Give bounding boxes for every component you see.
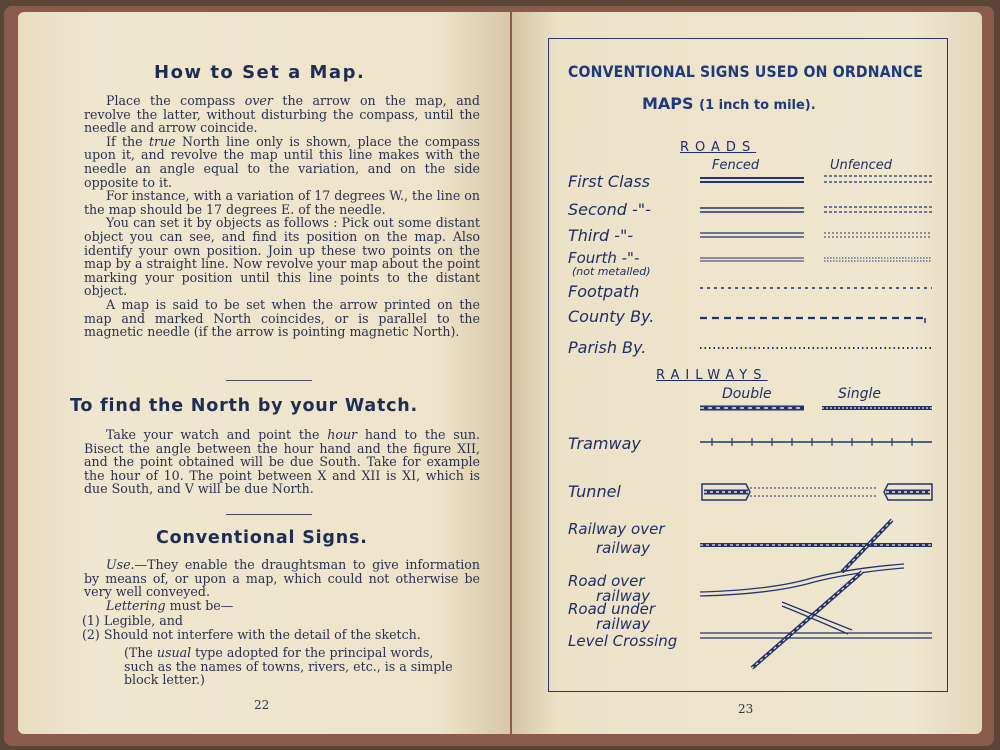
railways-header: RAILWAYS xyxy=(656,368,768,383)
signs-title-line2: MAPS (1 inch to mile). xyxy=(642,94,816,113)
paragraph: Take your watch and point the hour hand to the sun. Bisect the angle between the hour hand and the figure XII, and the point obtained will be due South. Take for example the hour of 10. The point between X and XII is XI, which is due South, and V will be due North. xyxy=(84,427,480,497)
rail-over-rail-label-1: Railway over xyxy=(568,520,665,538)
tunnel-label: Tunnel xyxy=(568,482,621,501)
divider xyxy=(226,514,312,515)
road-fourth-note: (not metalled) xyxy=(572,265,651,278)
page-number-right: 23 xyxy=(738,702,754,716)
road-third: Third -"- xyxy=(568,226,634,245)
level-crossing-label: Level Crossing xyxy=(568,632,678,650)
page-number-left: 22 xyxy=(254,698,270,712)
fenced-label: Fenced xyxy=(712,158,760,173)
double-label: Double xyxy=(722,386,772,402)
road-footpath: Footpath xyxy=(568,282,640,301)
heading-conventional-signs: Conventional Signs. xyxy=(156,528,368,548)
signs-drawing xyxy=(512,12,982,734)
road-second: Second -"- xyxy=(568,200,651,219)
roads-header: ROADS xyxy=(680,140,757,155)
unfenced-label: Unfenced xyxy=(830,158,892,173)
right-page xyxy=(512,12,982,734)
railway-symbols xyxy=(700,408,932,668)
single-label: Single xyxy=(838,386,882,402)
road-over-rail-label-1: Road over xyxy=(568,572,645,590)
road-parish-by: Parish By. xyxy=(568,338,647,357)
signs-title-line1: CONVENTIONAL SIGNS USED ON ORDNANCE xyxy=(568,62,924,81)
road-first-class: First Class xyxy=(568,172,651,191)
paragraph: For instance, with a variation of 17 degrees W., the line on the map should be 17 degrees E. of the needle. xyxy=(84,188,480,217)
paragraph: Lettering must be— xyxy=(106,597,234,613)
rail-over-rail-label-2: railway xyxy=(596,539,651,557)
paragraph: Use.—They enable the draughtsman to give information by means of, or upon a map, which could not otherwise be very well conveyed. xyxy=(84,557,480,600)
paragraph: Place the compass over the arrow on the map, and revolve the latter, without disturbing the compass, until the needle and arrow coincide. xyxy=(84,93,480,136)
divider xyxy=(226,380,312,381)
use-text xyxy=(84,558,480,612)
list-item: (2) Should not interfere with the detail of the sketch. xyxy=(82,627,421,642)
usual-note xyxy=(124,646,454,687)
road-fourth: Fourth -"- xyxy=(568,249,640,267)
paragraph: If the true North line only is shown, place the compass upon it, and revolve the map until this line makes with the needle an angle equal to the variation, and on the side opposite to it. xyxy=(84,133,480,190)
list-item: (1) Legible, and xyxy=(82,613,183,628)
tramway-label: Tramway xyxy=(568,434,641,453)
road-under-rail-label-2: railway xyxy=(596,615,651,633)
lettering-list xyxy=(82,614,462,642)
watch-text xyxy=(84,428,480,496)
heading-set-map: How to Set a Map. xyxy=(154,62,366,83)
paragraph: You can set it by objects as follows : Pick out some distant object you can see, and find its position on the map. Also identify your own position. Join up these two points on the map by a straight line. Now revolve your map about the point marking your position until this line points to the distant object. xyxy=(84,215,480,299)
paragraph: (The usual type adopted for the principal words, such as the names of towns, rivers, etc., is a simple block letter.) xyxy=(124,645,453,688)
road-symbols xyxy=(700,176,932,348)
paragraph: A map is said to be set when the arrow printed on the map and marked North coincides, or is parallel to the magnetic needle (if the arrow is pointing magnetic North). xyxy=(84,296,480,340)
road-county-by: County By. xyxy=(568,307,655,326)
heading-watch: To find the North by your Watch. xyxy=(70,396,418,416)
road-over-rail-label-2: railway xyxy=(596,587,651,605)
set-map-text xyxy=(84,94,480,339)
road-under-rail-label-1: Road under xyxy=(568,600,656,618)
left-page xyxy=(18,12,510,734)
